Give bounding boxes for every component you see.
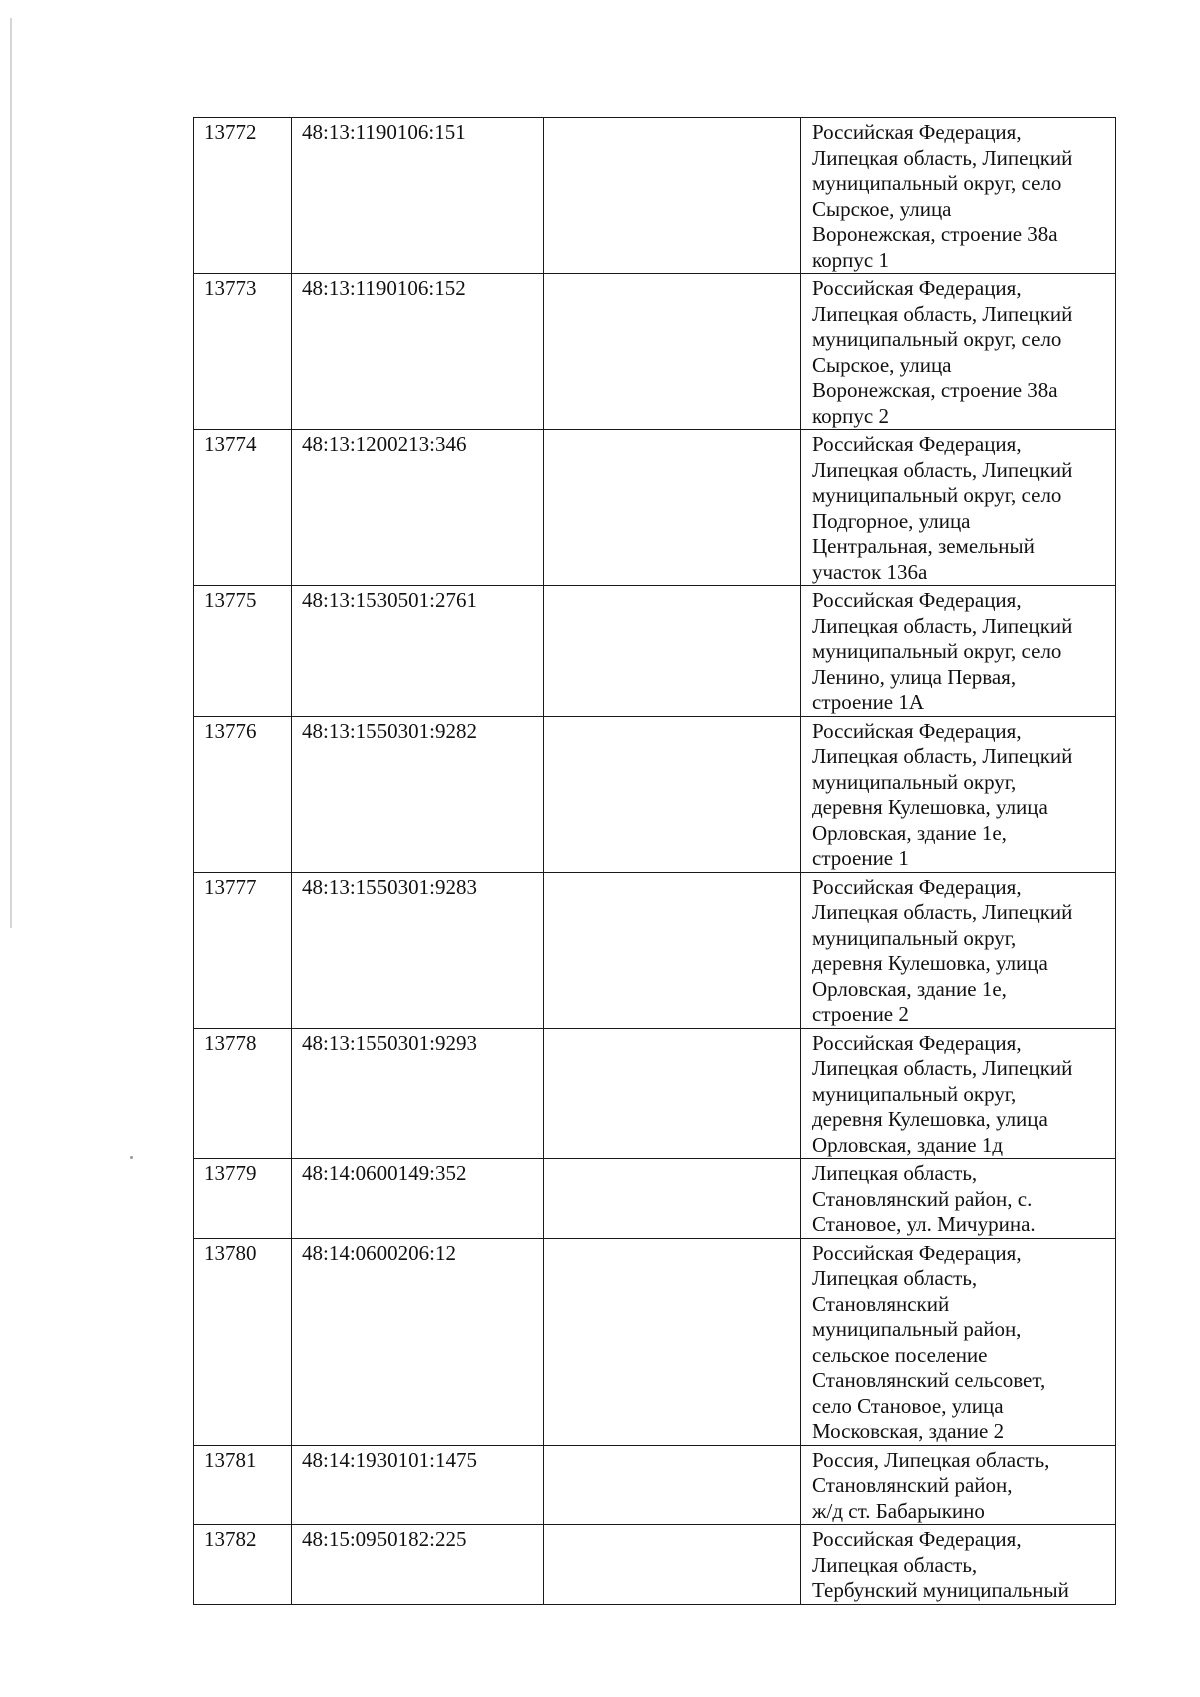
empty-cell xyxy=(544,1445,801,1525)
address-line: муниципальный округ, село xyxy=(812,171,1062,195)
address-line: Подгорное, улица xyxy=(812,508,971,533)
empty-cell xyxy=(544,872,801,1028)
scan-edge-mark xyxy=(10,18,12,928)
cadastral-number-cell: 48:13:1190106:152 xyxy=(292,274,544,430)
address-line: муниципальный округ, село xyxy=(812,483,1062,507)
cadastral-number-cell: 48:14:0600206:12 xyxy=(292,1238,544,1445)
address-line: Липецкая область, xyxy=(812,1552,978,1577)
row-number-cell: 13772 xyxy=(194,118,292,274)
address-line: муниципальный округ, село xyxy=(812,639,1062,663)
table-row xyxy=(194,118,1116,274)
cadastral-number-cell: 48:13:1550301:9283 xyxy=(292,872,544,1028)
address-line: Ленино, улица Первая, xyxy=(812,664,1017,689)
address-line: корпус 2 xyxy=(812,403,889,428)
row-number-cell: 13782 xyxy=(194,1525,292,1605)
address-line: Липецкая область, Липецкий xyxy=(812,301,1073,326)
address-cell xyxy=(801,1028,1116,1159)
address-line: Липецкая область, Липецкий xyxy=(812,1056,1073,1080)
registry-table-body xyxy=(194,118,1116,1605)
address-cell xyxy=(801,872,1116,1028)
address-line: Российская Федерация, xyxy=(812,120,1022,144)
address-cell xyxy=(801,586,1116,717)
table-row xyxy=(194,1159,1116,1239)
cadastral-number-cell: 48:13:1190106:151 xyxy=(292,118,544,274)
address-line: Российская Федерация, xyxy=(812,588,1022,612)
empty-cell xyxy=(544,430,801,586)
address-line: Липецкая область, xyxy=(812,1266,978,1290)
address-line: Российская Федерация, xyxy=(812,1527,1022,1551)
address-line: муниципальный округ, xyxy=(812,925,1017,950)
address-line: Воронежская, строение 38а xyxy=(812,378,1058,402)
cadastral-number-cell: 48:13:1530501:2761 xyxy=(292,586,544,717)
row-number-cell: 13780 xyxy=(194,1238,292,1445)
empty-cell xyxy=(544,1159,801,1239)
address-line: ж/д ст. Бабарыкино xyxy=(812,1498,985,1523)
registry-table xyxy=(193,117,1116,1605)
empty-cell xyxy=(544,274,801,430)
row-number-cell: 13777 xyxy=(194,872,292,1028)
cadastral-number-cell: 48:14:1930101:1475 xyxy=(292,1445,544,1525)
row-number-cell: 13774 xyxy=(194,430,292,586)
table-row xyxy=(194,430,1116,586)
address-cell xyxy=(801,430,1116,586)
address-line: Становое, ул. Мичурина. xyxy=(812,1212,1036,1236)
address-cell xyxy=(801,118,1116,274)
address-line: муниципальный район, xyxy=(812,1317,1022,1341)
address-line: Липецкая область, Липецкий xyxy=(812,145,1073,170)
row-number-cell: 13779 xyxy=(194,1159,292,1239)
address-line: Тербунский муниципальный xyxy=(812,1578,1069,1602)
address-line: село Становое, улица xyxy=(812,1393,1004,1418)
address-line: Липецкая область, Липецкий xyxy=(812,457,1073,482)
address-line: Сырское, улица xyxy=(812,196,952,221)
address-line: Становлянский xyxy=(812,1291,950,1316)
address-line: муниципальный округ, село xyxy=(812,327,1062,351)
empty-cell xyxy=(544,586,801,717)
empty-cell xyxy=(544,1238,801,1445)
empty-cell xyxy=(544,716,801,872)
address-line: Российская Федерация, xyxy=(812,1030,1022,1055)
address-line: Российская Федерация, xyxy=(812,1240,1022,1265)
table-row xyxy=(194,1028,1116,1159)
address-line: Российская Федерация, xyxy=(812,718,1022,743)
address-line: Российская Федерация, xyxy=(812,874,1022,899)
address-line: строение 2 xyxy=(812,1002,909,1026)
table-row xyxy=(194,1238,1116,1445)
table-row xyxy=(194,274,1116,430)
address-cell xyxy=(801,716,1116,872)
address-line: муниципальный округ, xyxy=(812,769,1017,794)
empty-cell xyxy=(544,1028,801,1159)
address-line: Сырское, улица xyxy=(812,352,952,377)
scan-speck xyxy=(130,1156,133,1159)
address-line: Липецкая область, Липецкий xyxy=(812,613,1073,638)
address-line: Российская Федерация, xyxy=(812,276,1022,300)
address-line: Становлянский район, xyxy=(812,1473,1013,1497)
address-line: Орловская, здание 1д xyxy=(812,1132,1003,1157)
address-line: деревня Кулешовка, улица xyxy=(812,795,1048,819)
address-cell xyxy=(801,1525,1116,1605)
address-line: деревня Кулешовка, улица xyxy=(812,951,1048,975)
empty-cell xyxy=(544,1525,801,1605)
table-row xyxy=(194,716,1116,872)
address-line: Московская, здание 2 xyxy=(812,1419,1005,1443)
address-line: участок 136а xyxy=(812,559,928,584)
address-line: строение 1А xyxy=(812,690,925,714)
table-row xyxy=(194,1445,1116,1525)
cadastral-number-cell: 48:13:1550301:9282 xyxy=(292,716,544,872)
address-line: Липецкая область, xyxy=(812,1161,978,1185)
address-line: Воронежская, строение 38а xyxy=(812,222,1058,246)
cadastral-number-cell: 48:15:0950182:225 xyxy=(292,1525,544,1605)
table-row xyxy=(194,872,1116,1028)
cadastral-number-cell: 48:14:0600149:352 xyxy=(292,1159,544,1239)
address-line: Липецкая область, Липецкий xyxy=(812,900,1073,924)
address-line: деревня Кулешовка, улица xyxy=(812,1107,1048,1131)
address-cell xyxy=(801,1445,1116,1525)
address-line: сельское поселение xyxy=(812,1342,988,1367)
address-cell xyxy=(801,1238,1116,1445)
address-line: Орловская, здание 1е, xyxy=(812,976,1007,1001)
address-line: Становлянский сельсовет, xyxy=(812,1368,1046,1392)
address-cell xyxy=(801,274,1116,430)
cadastral-number-cell: 48:13:1200213:346 xyxy=(292,430,544,586)
address-line: Орловская, здание 1е, xyxy=(812,820,1007,845)
table-row xyxy=(194,586,1116,717)
address-line: Российская Федерация, xyxy=(812,432,1022,456)
address-cell xyxy=(801,1159,1116,1239)
address-line: муниципальный округ, xyxy=(812,1081,1017,1106)
row-number-cell: 13773 xyxy=(194,274,292,430)
table-row xyxy=(194,1525,1116,1605)
address-line: Центральная, земельный xyxy=(812,534,1035,558)
row-number-cell: 13781 xyxy=(194,1445,292,1525)
address-line: Становлянский район, с. xyxy=(812,1186,1033,1211)
row-number-cell: 13775 xyxy=(194,586,292,717)
address-line: корпус 1 xyxy=(812,247,889,272)
empty-cell xyxy=(544,118,801,274)
row-number-cell: 13776 xyxy=(194,716,292,872)
address-line: строение 1 xyxy=(812,846,909,870)
cadastral-number-cell: 48:13:1550301:9293 xyxy=(292,1028,544,1159)
address-line: Россия, Липецкая область, xyxy=(812,1447,1050,1472)
row-number-cell: 13778 xyxy=(194,1028,292,1159)
address-line: Липецкая область, Липецкий xyxy=(812,744,1073,768)
